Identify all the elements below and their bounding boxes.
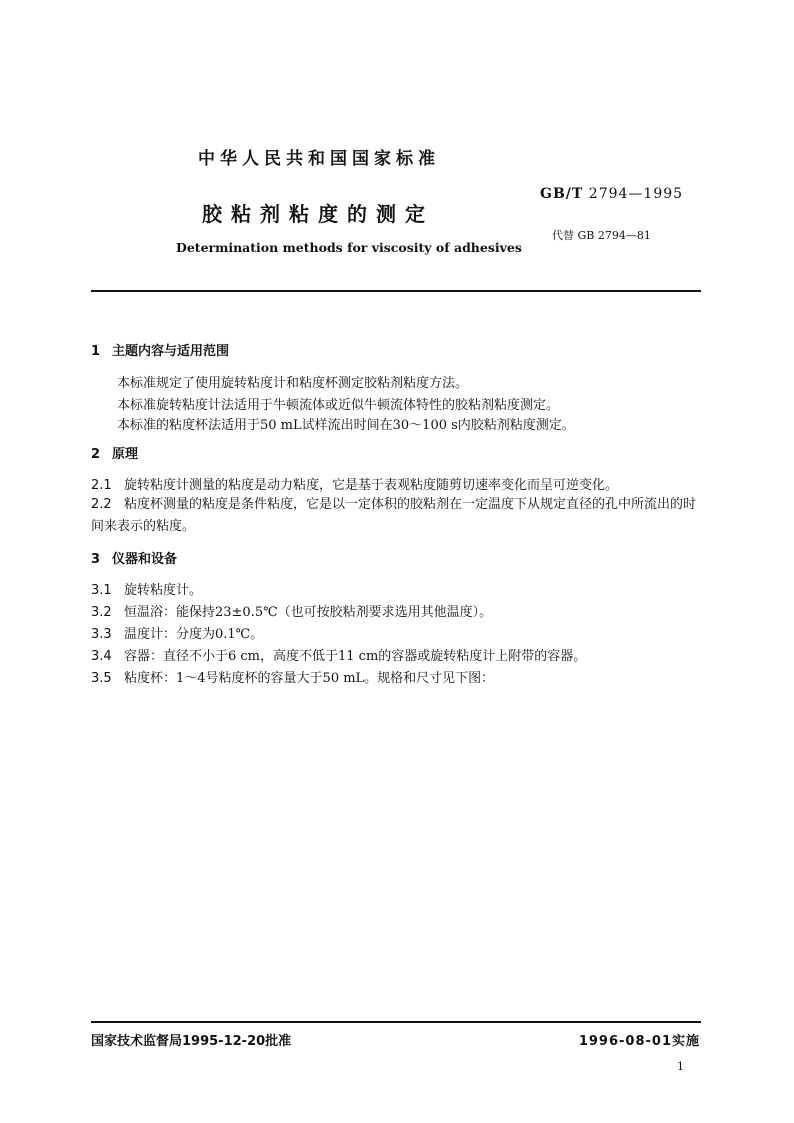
section-heading-1 (91, 340, 229, 359)
section-1-paragraph: 本标准旋转粘度计法适用于牛顿流体或近似牛顿流体特性的胶粘剂粘度测定。 (117, 398, 560, 413)
clause-text: 旋转粘度计测量的粘度是动力粘度，它是基于表观粘度随剪切速率变化而呈可逆变化。 (124, 478, 619, 493)
footer-divider (91, 1021, 701, 1023)
national-standard-heading: 中华人民共和国国家标准 (198, 149, 440, 169)
section-number: 1 (91, 344, 101, 359)
clause-2-1 (91, 474, 618, 493)
clause-3-4 (91, 645, 586, 664)
standard-code-prefix: GB/T (540, 186, 584, 202)
replaces-standard: 代替 GB 2794—81 (552, 229, 651, 242)
header-divider (91, 290, 701, 292)
section-1-paragraph: 本标准的粘度杯法适用于50 mL试样流出时间在30～100 s内胶粘剂粘度测定。 (117, 418, 575, 433)
clause-number: 3.5 (91, 671, 112, 686)
clause-text: 恒温浴：能保持23±0.5℃（也可按胶粘剂要求选用其他温度）。 (124, 605, 493, 620)
clause-text: 容器：直径不小于6 cm，高度不低于11 cm的容器或旋转粘度计上附带的容器。 (124, 649, 587, 664)
clause-number: 3.4 (91, 649, 112, 664)
approval-date: 国家技术监督局1995-12-20批准 (91, 1034, 292, 1049)
clause-text: 温度计：分度为0.1℃。 (124, 627, 264, 642)
clause-text: 旋转粘度计。 (124, 583, 203, 598)
standard-code-number: 2794—1995 (588, 186, 684, 202)
clause-3-2 (91, 601, 492, 620)
page-number: 1 (677, 1060, 684, 1073)
clause-number: 2.1 (91, 478, 112, 493)
clause-number: 3.2 (91, 605, 112, 620)
section-title: 原理 (112, 447, 139, 462)
document-title-en: Determination methods for viscosity of adhesives (176, 240, 522, 255)
section-title: 仪器和设备 (112, 552, 178, 567)
section-heading-3 (91, 548, 177, 567)
section-1-paragraph: 本标准规定了使用旋转粘度计和粘度杯测定胶粘剂粘度方法。 (117, 376, 469, 391)
section-title: 主题内容与适用范围 (112, 344, 230, 359)
clause-number: 2.2 (91, 497, 112, 512)
clause-text: 粘度杯测量的粘度是条件粘度，它是以一定体积的胶粘剂在一定温度下从规定直径的孔中所流出的时间来表示的粘度。 (91, 497, 697, 534)
section-number: 2 (91, 447, 101, 462)
clause-3-5 (91, 667, 494, 686)
clause-3-3 (91, 623, 263, 642)
section-heading-2 (91, 443, 138, 462)
clause-text: 粘度杯：1～4号粘度杯的容量大于50 mL。规格和尺寸见下图： (124, 671, 495, 686)
document-title-cn: 胶粘剂粘度的测定 (202, 202, 434, 226)
section-number: 3 (91, 552, 101, 567)
clause-number: 3.3 (91, 627, 112, 642)
effective-date: 1996-08-01实施 (578, 1034, 700, 1049)
clause-3-1 (91, 579, 202, 598)
clause-2-2 (91, 494, 703, 538)
standard-code (540, 186, 683, 202)
clause-number: 3.1 (91, 583, 112, 598)
